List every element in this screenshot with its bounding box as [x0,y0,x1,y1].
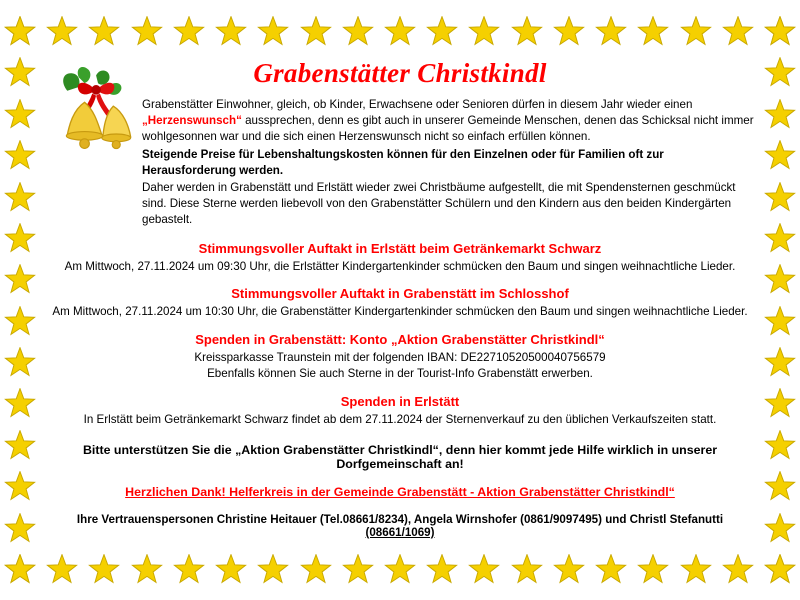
star-icon [173,16,205,48]
star-icon [215,554,247,586]
star-icon [764,471,796,503]
star-icon [764,182,796,214]
star-icon [384,554,416,586]
star-icon [4,223,36,255]
star-icon [764,16,796,48]
section-heading: Stimmungsvoller Auftakt in Erlstätt beim Getränkemarkt Schwarz [198,240,602,256]
star-icon [764,554,796,586]
star-icon [595,16,627,48]
section-grabenstaett-auftakt [44,286,756,320]
poster-content [44,48,756,548]
star-icon [4,182,36,214]
section-heading: Spenden in Erlstätt [340,393,460,409]
star-icon [637,16,669,48]
star-icon [4,554,36,586]
contact-phone-underlined: (08661/1069) [365,526,435,540]
star-border-top [0,16,800,48]
star-icon [4,430,36,462]
star-icon [764,99,796,131]
star-icon [4,264,36,296]
star-icon [46,554,78,586]
star-icon [300,16,332,48]
section-line-iban: Kreissparkasse Traunstein mit der folgenden IBAN: DE22710520500040756579 [194,350,606,364]
star-icon [88,16,120,48]
section-spenden-grabenstaett [44,332,756,382]
star-icon [4,347,36,379]
star-icon [764,388,796,420]
star-icon [764,140,796,172]
star-icon [637,554,669,586]
intro-paragraph-2: Steigende Preise für Lebenshaltungskosten können für den Einzelnen oder für Familien oft zur Herausforderung werden. [142,147,664,177]
section-erlstaett-auftakt [44,241,756,275]
star-icon [553,554,585,586]
star-icon [426,16,458,48]
star-icon [4,471,36,503]
herzenswunsch-highlight: „Herzenswunsch“ [142,114,242,128]
intro-p1-seg1: Grabenstätter Einwohner, gleich, ob Kinder, Erwachsene oder Senioren dürfen in diesem Jahr wieder einen [142,98,693,111]
star-icon [764,513,796,545]
star-icon [468,16,500,48]
section-line: Am Mittwoch, 27.11.2024 um 09:30 Uhr, die Erlstätter Kindergartenkinder schmücken den Baum und singen weihnachtliche Lieder. [64,259,736,273]
star-icon [722,16,754,48]
thanks-text: Herzlichen Dank! Helferkreis in der Gemeinde Grabenstätt - Aktion Grabenstätter Christkindl“ [125,485,675,500]
section-heading: Stimmungsvoller Auftakt in Grabenstätt im Schlosshof [231,286,569,302]
intro-text [142,97,754,229]
star-icon [4,306,36,338]
section-spenden-erlstaett [44,394,756,428]
star-icon [4,513,36,545]
star-icon [764,347,796,379]
contact-names: Ihre Vertrauenspersonen Christine Heitauer (Tel.08661/8234), Angela Wirnshofer (0861/9097495) und Christl Stefanutti [76,513,724,527]
star-icon [4,57,36,89]
star-icon [764,306,796,338]
star-icon [215,16,247,48]
star-icon [4,140,36,172]
star-icon [4,99,36,131]
intro-p1-seg3: aussprechen, denn es gibt auch in unserer Gemeinde Menschen, denen das Schicksal nicht immer wohlgesonnen war und die sich einen Herzenswunsch nicht so einfach erfüllen können. [142,114,754,144]
star-icon [680,554,712,586]
christmas-bells-icon [50,62,146,158]
page-title: Grabenstätter Christkindl [253,58,547,88]
star-icon [257,554,289,586]
section-line: In Erlstätt beim Getränkemarkt Schwarz findet ab dem 27.11.2024 der Sternenverkauf zu den üblichen Verkaufszeiten statt. [83,412,717,426]
star-icon [257,16,289,48]
star-icon [468,554,500,586]
star-icon [764,264,796,296]
star-icon [511,554,543,586]
star-icon [300,554,332,586]
star-icon [722,554,754,586]
star-icon [511,16,543,48]
star-icon [131,16,163,48]
star-icon [88,554,120,586]
section-line-touristinfo: Ebenfalls können Sie auch Sterne in der Tourist-Info Grabenstätt erwerben. [207,367,593,381]
star-icon [46,16,78,48]
contact-text [44,513,756,539]
star-icon [595,554,627,586]
star-icon [764,223,796,255]
star-icon [764,57,796,89]
section-heading: Spenden in Grabenstätt: Konto „Aktion Grabenstätter Christkindl“ [195,331,605,347]
star-icon [4,388,36,420]
star-border-left [4,16,36,586]
star-icon [342,554,374,586]
star-icon [680,16,712,48]
star-icon [4,16,36,48]
star-icon [131,554,163,586]
star-border-right [764,16,796,586]
star-icon [384,16,416,48]
intro-paragraph-1 [142,97,754,146]
star-icon [173,554,205,586]
star-icon [426,554,458,586]
star-icon [764,430,796,462]
section-line: Am Mittwoch, 27.11.2024 um 10:30 Uhr, die Grabenstätter Kindergartenkinder schmücken den Baum und singen weihnachtliche Lieder. [52,305,748,319]
star-icon [553,16,585,48]
star-icon [342,16,374,48]
star-border-bottom [0,554,800,586]
intro-paragraph-3: Daher werden in Grabenstätt und Erlstätt wieder zwei Christbäume aufgestellt, die mit Spendensternen geschmückt sind. Diese Sterne werden liebevoll von den Grabenstätter Schülern und den Kindern aus den beiden Kindergärten gebastelt. [142,181,736,227]
appeal-text: Bitte unterstützen Sie die „Aktion Grabenstätter Christkindl“, denn hier kommt jede Hilfe wirklich in unserer Dorfgemeinschaft an! [82,443,718,472]
